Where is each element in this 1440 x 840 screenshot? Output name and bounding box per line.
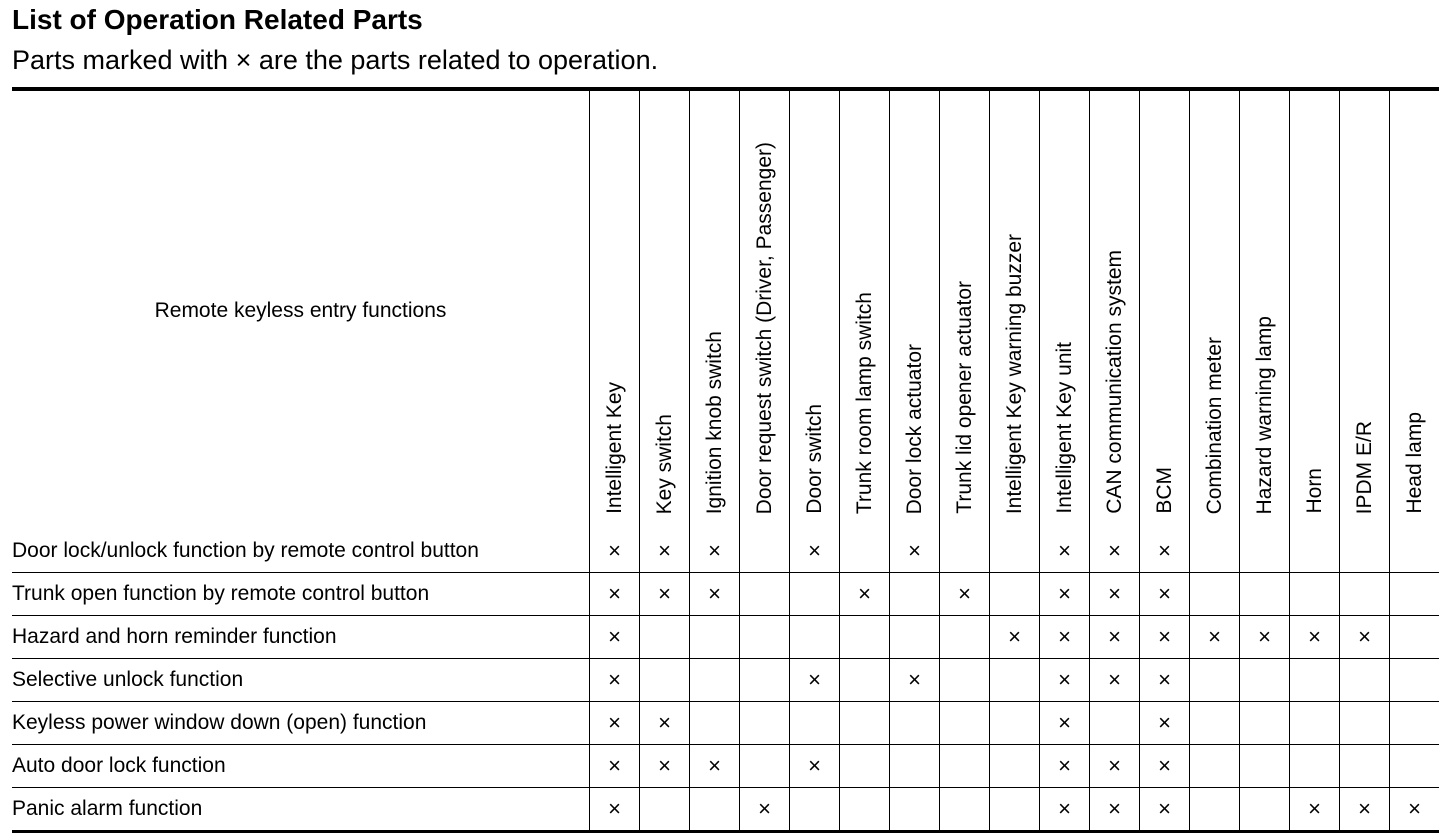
marked-cell: × xyxy=(1040,788,1090,832)
marked-cell: × xyxy=(1040,573,1090,616)
empty-cell xyxy=(690,702,740,745)
empty-cell xyxy=(1240,745,1290,788)
empty-cell xyxy=(1340,530,1390,573)
empty-cell xyxy=(940,659,990,702)
empty-cell xyxy=(840,530,890,573)
part-label: Intelligent Key xyxy=(602,382,626,514)
marked-cell: × xyxy=(1140,573,1190,616)
marked-cell: × xyxy=(690,573,740,616)
marked-cell: × xyxy=(1140,702,1190,745)
part-column-header xyxy=(840,89,890,530)
empty-cell xyxy=(840,616,890,659)
empty-cell xyxy=(1290,659,1340,702)
marked-cell: × xyxy=(1340,788,1390,832)
empty-cell xyxy=(1240,702,1290,745)
part-label: Head lamp xyxy=(1402,412,1426,514)
marked-cell: × xyxy=(590,702,640,745)
marked-cell: × xyxy=(790,530,840,573)
empty-cell xyxy=(990,659,1040,702)
marked-cell: × xyxy=(640,573,690,616)
empty-cell xyxy=(740,616,790,659)
marked-cell: × xyxy=(1090,745,1140,788)
marked-cell: × xyxy=(790,745,840,788)
part-column-header xyxy=(1090,89,1140,530)
part-label: Combination meter xyxy=(1202,336,1226,514)
function-name-cell: Selective unlock function xyxy=(12,659,590,702)
marked-cell: × xyxy=(640,702,690,745)
marked-cell: × xyxy=(590,616,640,659)
empty-cell xyxy=(690,659,740,702)
part-label: Intelligent Key unit xyxy=(1052,342,1076,514)
part-label: Horn xyxy=(1302,468,1326,514)
empty-cell xyxy=(690,616,740,659)
part-column-header xyxy=(890,89,940,530)
empty-cell xyxy=(840,745,890,788)
part-column-header xyxy=(1390,89,1440,530)
empty-cell xyxy=(790,616,840,659)
marked-cell: × xyxy=(890,659,940,702)
part-label: Trunk room lamp switch xyxy=(852,291,876,514)
empty-cell xyxy=(1340,573,1390,616)
marked-cell: × xyxy=(1090,530,1140,573)
empty-cell xyxy=(1390,573,1440,616)
marked-cell: × xyxy=(940,573,990,616)
marked-cell: × xyxy=(1090,659,1140,702)
empty-cell xyxy=(940,616,990,659)
part-column-header xyxy=(590,89,640,530)
functions-column-header: Remote keyless entry functions xyxy=(12,89,590,530)
marked-cell: × xyxy=(1090,573,1140,616)
empty-cell xyxy=(1240,788,1290,832)
marked-cell: × xyxy=(990,616,1040,659)
marked-cell: × xyxy=(1340,616,1390,659)
empty-cell xyxy=(940,530,990,573)
function-name-cell: Door lock/unlock function by remote control button xyxy=(12,530,590,573)
part-column-header xyxy=(1240,89,1290,530)
marked-cell: × xyxy=(1040,745,1090,788)
table-row xyxy=(12,616,1439,659)
part-label: Door lock actuator xyxy=(902,343,926,514)
part-column-header xyxy=(790,89,840,530)
part-column-header xyxy=(640,89,690,530)
marked-cell: × xyxy=(1040,616,1090,659)
empty-cell xyxy=(840,659,890,702)
function-name-cell: Hazard and horn reminder function xyxy=(12,616,590,659)
table-row xyxy=(12,788,1439,832)
marked-cell: × xyxy=(1290,788,1340,832)
empty-cell xyxy=(640,788,690,832)
operation-parts-table xyxy=(12,87,1439,833)
function-name-cell: Keyless power window down (open) function xyxy=(12,702,590,745)
part-label: Trunk lid opener actuator xyxy=(952,281,976,514)
marked-cell: × xyxy=(1090,616,1140,659)
part-column-header xyxy=(1340,89,1390,530)
empty-cell xyxy=(1340,702,1390,745)
empty-cell xyxy=(990,745,1040,788)
empty-cell xyxy=(940,745,990,788)
empty-cell xyxy=(740,702,790,745)
marked-cell: × xyxy=(1290,616,1340,659)
empty-cell xyxy=(1090,702,1140,745)
empty-cell xyxy=(1240,573,1290,616)
empty-cell xyxy=(640,659,690,702)
marked-cell: × xyxy=(1240,616,1290,659)
empty-cell xyxy=(1390,616,1440,659)
part-column-header xyxy=(940,89,990,530)
empty-cell xyxy=(1290,530,1340,573)
table-row xyxy=(12,659,1439,702)
empty-cell xyxy=(1190,659,1240,702)
function-name-cell: Trunk open function by remote control button xyxy=(12,573,590,616)
part-label: Hazard warning lamp xyxy=(1252,315,1276,514)
part-column-header xyxy=(690,89,740,530)
marked-cell: × xyxy=(890,530,940,573)
page-subtitle: Parts marked with × are the parts related to operation. xyxy=(12,45,659,75)
empty-cell xyxy=(1240,659,1290,702)
empty-cell xyxy=(740,745,790,788)
empty-cell xyxy=(840,702,890,745)
part-label: IPDM E/R xyxy=(1352,420,1376,514)
empty-cell xyxy=(890,616,940,659)
empty-cell xyxy=(840,788,890,832)
empty-cell xyxy=(740,659,790,702)
part-label: Intelligent Key warning buzzer xyxy=(1002,233,1026,514)
part-column-header xyxy=(1190,89,1240,530)
marked-cell: × xyxy=(690,745,740,788)
marked-cell: × xyxy=(740,788,790,832)
marked-cell: × xyxy=(1040,530,1090,573)
part-label: Key switch xyxy=(652,413,676,514)
empty-cell xyxy=(890,788,940,832)
marked-cell: × xyxy=(590,745,640,788)
empty-cell xyxy=(1290,745,1340,788)
empty-cell xyxy=(890,573,940,616)
marked-cell: × xyxy=(590,788,640,832)
empty-cell xyxy=(1190,745,1240,788)
function-name-cell: Auto door lock function xyxy=(12,745,590,788)
empty-cell xyxy=(1190,788,1240,832)
empty-cell xyxy=(1390,745,1440,788)
table-row xyxy=(12,745,1439,788)
empty-cell xyxy=(740,573,790,616)
marked-cell: × xyxy=(1140,788,1190,832)
empty-cell xyxy=(890,745,940,788)
empty-cell xyxy=(1290,573,1340,616)
empty-cell xyxy=(1190,702,1240,745)
marked-cell: × xyxy=(690,530,740,573)
part-column-header xyxy=(990,89,1040,530)
marked-cell: × xyxy=(1390,788,1440,832)
function-name-cell: Panic alarm function xyxy=(12,788,590,832)
empty-cell xyxy=(690,788,740,832)
empty-cell xyxy=(1240,530,1290,573)
empty-cell xyxy=(790,573,840,616)
part-column-header xyxy=(1140,89,1190,530)
empty-cell xyxy=(890,702,940,745)
empty-cell xyxy=(1390,659,1440,702)
empty-cell xyxy=(940,702,990,745)
marked-cell: × xyxy=(590,659,640,702)
marked-cell: × xyxy=(1040,702,1090,745)
marked-cell: × xyxy=(640,530,690,573)
marked-cell: × xyxy=(1140,530,1190,573)
empty-cell xyxy=(990,702,1040,745)
part-label: Door switch xyxy=(802,404,826,514)
part-column-header xyxy=(740,89,790,530)
table-row xyxy=(12,530,1439,573)
part-column-header xyxy=(1040,89,1090,530)
empty-cell xyxy=(1190,573,1240,616)
empty-cell xyxy=(990,788,1040,832)
marked-cell: × xyxy=(1040,659,1090,702)
empty-cell xyxy=(790,788,840,832)
empty-cell xyxy=(1340,745,1390,788)
marked-cell: × xyxy=(640,745,690,788)
table-row xyxy=(12,573,1439,616)
marked-cell: × xyxy=(790,659,840,702)
empty-cell xyxy=(1290,702,1340,745)
empty-cell xyxy=(640,616,690,659)
empty-cell xyxy=(990,530,1040,573)
part-label: Door request switch (Driver, Passenger) xyxy=(752,141,776,514)
marked-cell: × xyxy=(1140,616,1190,659)
marked-cell: × xyxy=(1190,616,1240,659)
empty-cell xyxy=(790,702,840,745)
table-row xyxy=(12,702,1439,745)
marked-cell: × xyxy=(840,573,890,616)
table-body xyxy=(12,530,1439,832)
marked-cell: × xyxy=(1140,745,1190,788)
part-column-header xyxy=(1290,89,1340,530)
part-label: BCM xyxy=(1152,467,1176,514)
marked-cell: × xyxy=(590,573,640,616)
empty-cell xyxy=(1340,659,1390,702)
table-header-row xyxy=(12,89,1439,530)
empty-cell xyxy=(1390,530,1440,573)
empty-cell xyxy=(940,788,990,832)
empty-cell xyxy=(990,573,1040,616)
part-label: CAN communication system xyxy=(1102,250,1126,514)
empty-cell xyxy=(1390,702,1440,745)
marked-cell: × xyxy=(1090,788,1140,832)
empty-cell xyxy=(740,530,790,573)
part-label: Ignition knob switch xyxy=(702,330,726,514)
marked-cell: × xyxy=(1140,659,1190,702)
empty-cell xyxy=(1190,530,1240,573)
page-title: List of Operation Related Parts xyxy=(12,4,423,35)
marked-cell: × xyxy=(590,530,640,573)
